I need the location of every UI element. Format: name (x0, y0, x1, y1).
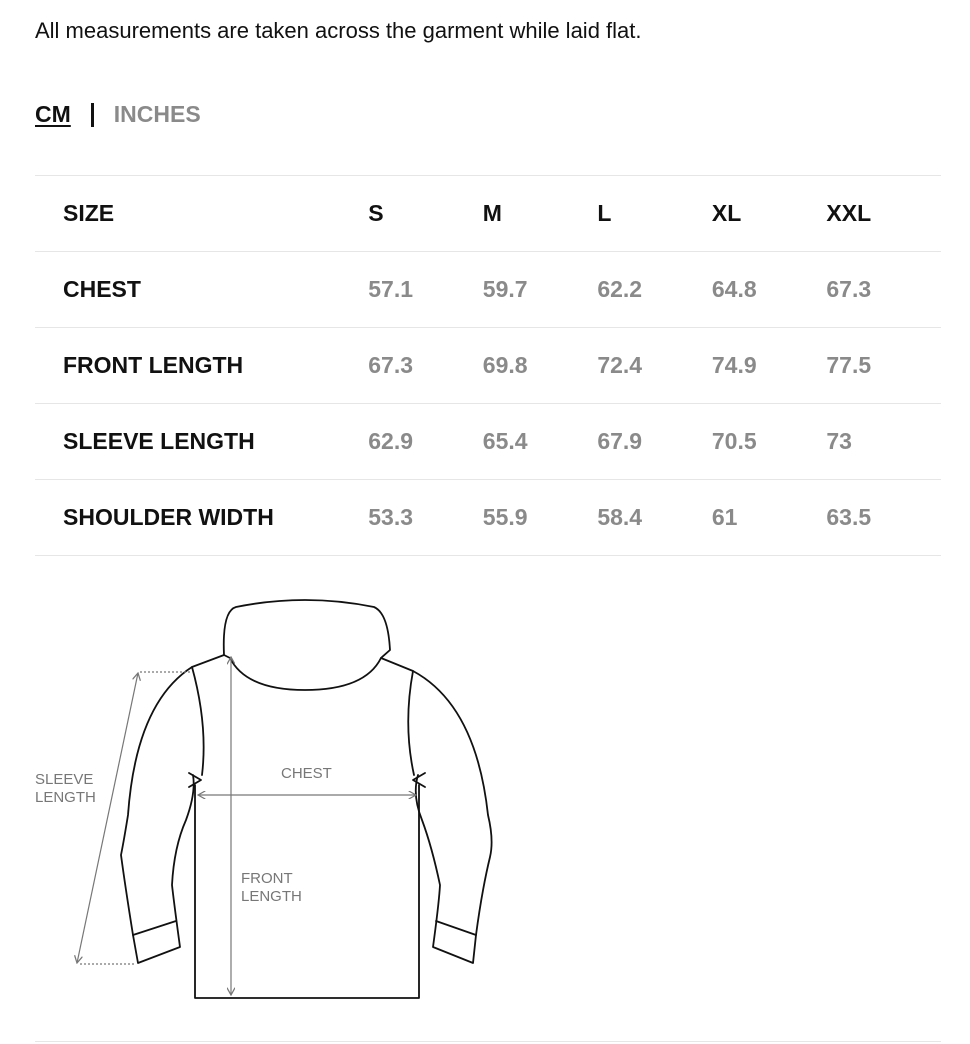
row-label: SHOULDER WIDTH (63, 504, 274, 530)
table-cell: 61 (711, 504, 738, 530)
measurement-lines (77, 657, 416, 995)
table-row-chest (35, 252, 941, 328)
front-length-label-line2: LENGTH (241, 888, 302, 905)
table-cell: 62.2 (597, 276, 643, 302)
table-cell: 64.8 (711, 276, 757, 302)
hoodie-outline (121, 600, 492, 998)
chest-label: CHEST (281, 765, 332, 782)
left-cuff-line (133, 921, 176, 935)
sleeve-length-label-line2: LENGTH (35, 789, 96, 806)
table-cell: 58.4 (597, 504, 643, 530)
front-length-label-line1: FRONT (241, 870, 293, 887)
table-cell: 53.3 (368, 504, 414, 530)
hoodie-measurement-diagram (0, 585, 520, 1025)
bottom-divider (35, 1041, 941, 1042)
header-size-m: M (482, 200, 502, 226)
hood-shape (224, 600, 390, 690)
table-cell: 77.5 (826, 352, 872, 378)
row-label: FRONT LENGTH (63, 352, 244, 378)
intro-text: All measurements are taken across the garment while laid flat. (35, 18, 642, 43)
unit-divider (91, 103, 94, 127)
table-row-sleeve-length (35, 404, 941, 480)
table-cell: 55.9 (482, 504, 528, 530)
sleeve-length-measure-line (77, 673, 138, 963)
table-cell: 57.1 (368, 276, 414, 302)
right-sleeve (381, 658, 492, 963)
unit-inches-button[interactable]: INCHES (113, 101, 201, 127)
header-size-l: L (597, 200, 612, 226)
table-cell: 62.9 (368, 428, 414, 454)
table-cell: 69.8 (482, 352, 528, 378)
table-cell: 67.3 (826, 276, 872, 302)
right-armhole (408, 671, 414, 775)
row-label: SLEEVE LENGTH (63, 428, 255, 454)
table-cell: 70.5 (711, 428, 757, 454)
table-cell: 74.9 (711, 352, 757, 378)
header-size-s: S (368, 200, 384, 226)
header-size-xxl: XXL (826, 200, 872, 226)
sleeve-length-label-line1: SLEEVE (35, 771, 94, 788)
body-shape (195, 785, 419, 998)
table-row-shoulder-width (35, 480, 941, 556)
table-cell: 65.4 (482, 428, 528, 454)
table-cell: 59.7 (482, 276, 528, 302)
table-cell: 67.9 (597, 428, 643, 454)
unit-cm-button[interactable]: CM (35, 101, 71, 127)
table-cell: 67.3 (368, 352, 414, 378)
table-cell: 73 (826, 428, 852, 454)
size-chart-table (35, 175, 941, 556)
unit-toggle (35, 101, 201, 128)
right-cuff-line (436, 921, 476, 935)
table-header-row (35, 176, 941, 252)
header-size-xl: XL (711, 200, 742, 226)
row-label: CHEST (63, 276, 141, 302)
table-cell: 72.4 (597, 352, 643, 378)
table-cell: 63.5 (826, 504, 872, 530)
table-row-front-length (35, 328, 941, 404)
header-size-label: SIZE (63, 200, 115, 226)
left-sleeve (121, 655, 224, 963)
left-armhole (192, 667, 204, 775)
